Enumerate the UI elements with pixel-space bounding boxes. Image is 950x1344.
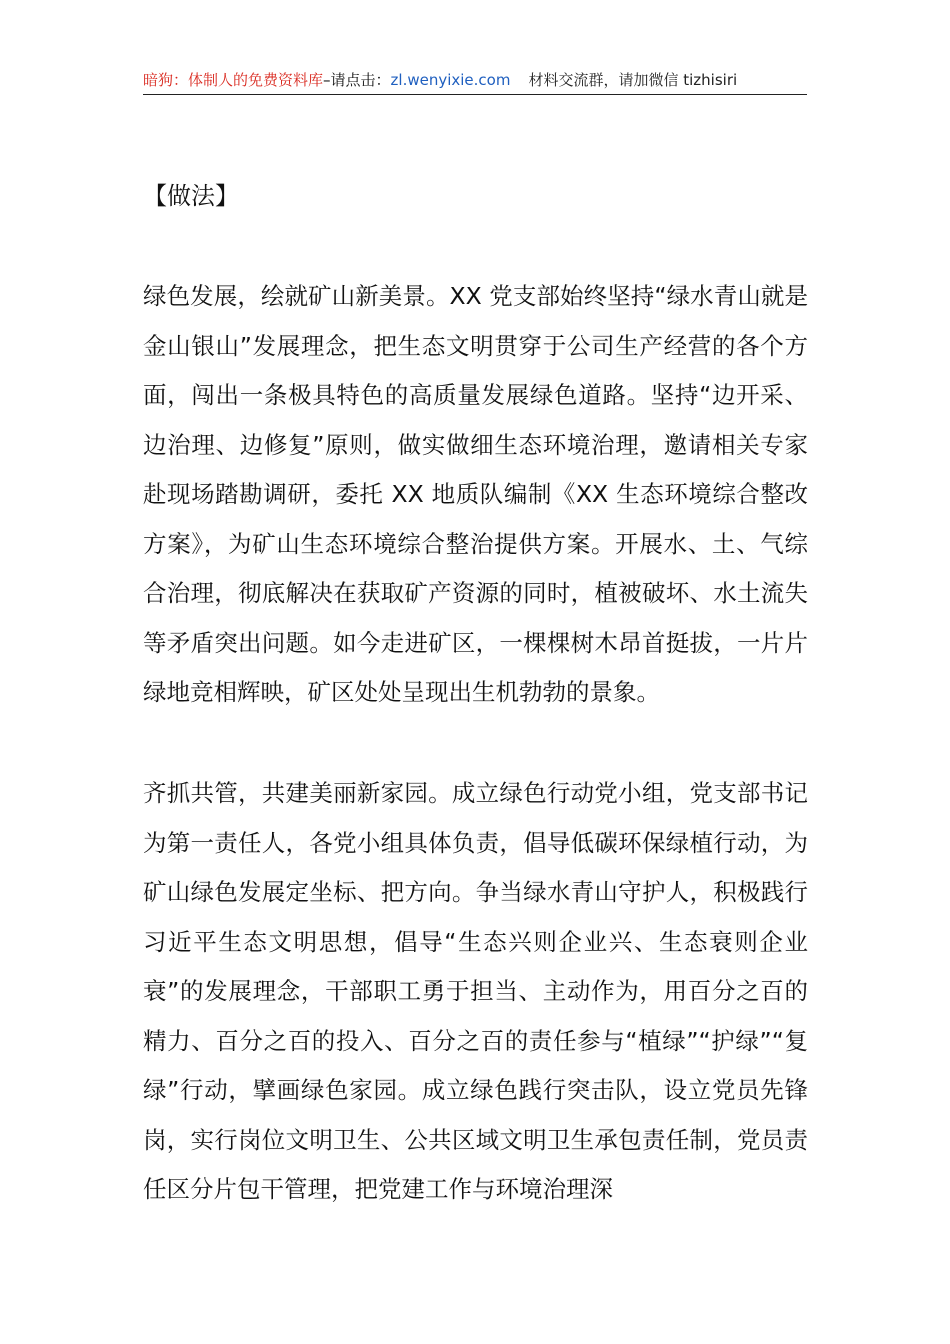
header-link-prefix: –请点击： [323,71,391,89]
page-header [143,66,807,95]
header-link[interactable]: zl.wenyixie.com [390,71,511,89]
section-title: 【做法】 [143,182,239,210]
header-brand: 暗狗：体制人的免费资料库 [143,71,324,89]
paragraph-2: 齐抓共管，共建美丽新家园。成立绿色行动党小组，党支部书记为第一责任人，各党小组具体负责，倡导低碳环保绿植行动，为矿山绿色发展定坐标、把方向。争当绿水青山守护人，积极践行习近平生态文明思想，倡导“生态兴则企业兴、生态衰则企业衰”的发展理念，干部职工勇于担当、主动作为，用百分之百的精力、百分之百的投入、百分之百的责任参与“植绿”“护绿”“复绿”行动，擘画绿色家园。成立绿色践行突击队，设立党员先锋岗，实行岗位文明卫生、公共区域文明卫生承包责任制，党员责任区分片包干管理，把党建工作与环境治理深 [143,779,808,1203]
paragraph-1: 绿色发展，绘就矿山新美景。XX 党支部始终坚持“绿水青山就是金山银山”发展理念，把生态文明贯穿于公司生产经营的各个方面，闯出一条极具特色的高质量发展绿色道路。坚持“边开采、边治理、边修复”原则，做实做细生态环境治理，邀请相关专家赴现场踏勘调研，委托 XX 地质队编制《XX 生态环境综合整改方案》，为矿山生态环境综合整治提供方案。开展水、土、气综合治理，彻底解决在获取矿产资源的同时，植被破坏、水土流失等矛盾突出问题。如今走进矿区，一棵棵树木昂首挺拔，一片片绿地竞相辉映，矿区处处呈现出生机勃勃的景象。 [143,282,808,706]
header-contact: 材料交流群，请加微信 tizhisiri [528,71,738,89]
